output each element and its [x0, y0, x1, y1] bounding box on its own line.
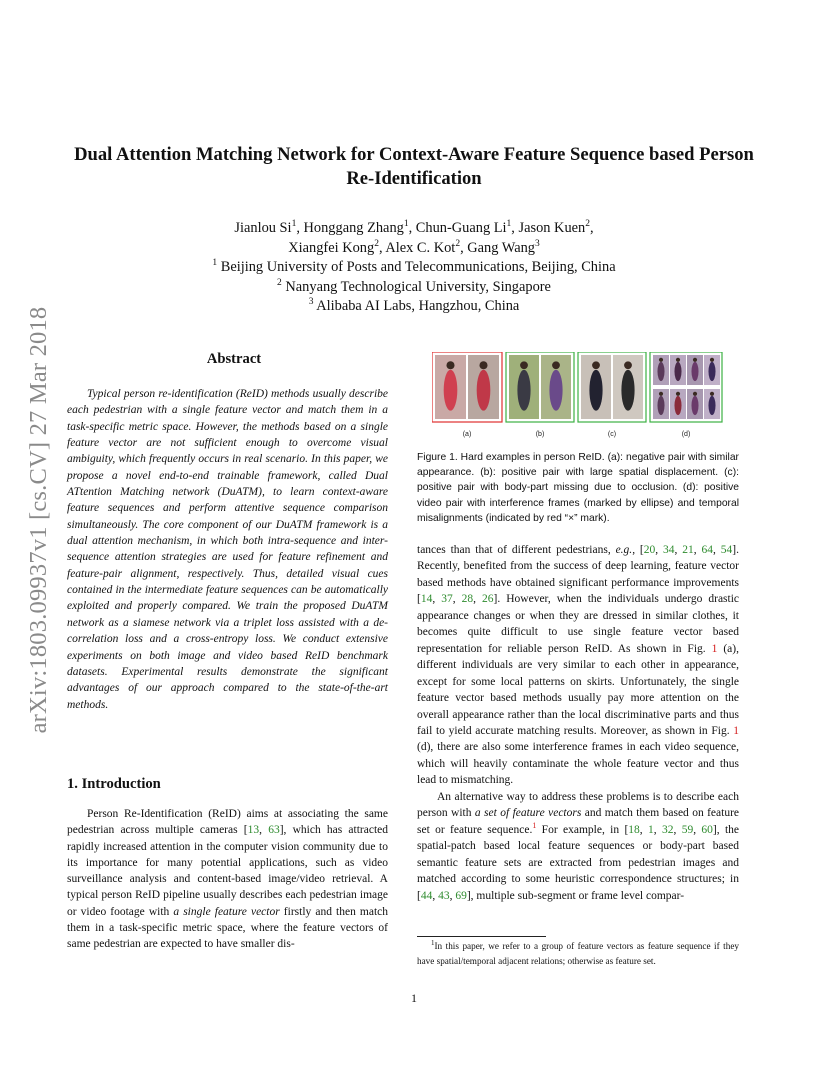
intro-paragraph-2: [417, 789, 739, 904]
affiliation: [60, 297, 768, 317]
pedestrian-figure: [621, 370, 634, 411]
figure-panel-label-b: (b): [535, 431, 545, 438]
pedestrian-head: [624, 361, 632, 369]
text-run: Figure 1. Hard examples in person ReID. (a): negative pair with similar appearance. (b): positive pair with large spatial displacement. (c): positive pair with body-part missing due to occlusion. (d): positive video pair with interference frames (marked by ellipse) and temporal misalignments (indicated by red “×” mark).: [417, 452, 739, 524]
figure-ref-link[interactable]: 1: [711, 642, 718, 655]
affiliation: [60, 278, 768, 298]
text-run: ,: [639, 823, 648, 836]
author-name: Jason Kuen: [518, 220, 586, 236]
author-separator: ,: [511, 220, 519, 236]
author-name: Chun-Guang Li: [415, 220, 507, 236]
author-block: [60, 219, 768, 317]
pedestrian-head: [446, 361, 454, 369]
author-list: [60, 219, 768, 258]
footnote-rule: [417, 936, 546, 937]
figure-ref-link[interactable]: 1: [733, 724, 739, 737]
pedestrian-figure: [517, 370, 530, 411]
text-run: ,: [673, 823, 682, 836]
author-separator: ,: [408, 220, 416, 236]
figure-1-image: [432, 352, 724, 444]
text-run: For example, in [: [536, 823, 629, 836]
footnote-ref[interactable]: 1: [532, 820, 537, 830]
author-separator: ,: [589, 220, 594, 236]
author-affiliation-mark: 1: [403, 219, 409, 230]
text-run: ], the spatial-patch based local feature sequences or body-part based semantic feature sets are extracted from pedestrian images and matched according to some heuristic correspondence structures; in [: [417, 823, 740, 902]
text-run: (d), there are also some interference frames in each video sequence, which will heavily contaminate the whole feature vector and thus lead to mismatching.: [417, 741, 739, 787]
text-run: ,: [473, 593, 483, 606]
pedestrian-figure: [708, 362, 715, 381]
affiliation-text: Nanyang Technological University, Singapore: [281, 278, 551, 295]
text-run: and match them based on feature set or feature sequence.: [417, 807, 740, 836]
text-run: ]. However, when the individuals undergo drastic appearance changes or when they are dressed in similar clothes, it becomes quite difficult to use single feature vector based representation for reliable person ReID. As shown in Fig.: [417, 593, 740, 655]
author-separator: ,: [460, 239, 468, 256]
paper-title: Dual Attention Matching Network for Context-Aware Feature Sequence based Person Re-Identification: [74, 144, 754, 189]
text-run: ,: [655, 544, 664, 556]
author-affiliation-mark: 2: [585, 219, 590, 230]
pedestrian-figure: [708, 396, 715, 415]
citation-link[interactable]: 21: [682, 544, 694, 556]
figure-1-caption: [417, 450, 739, 526]
figure-panel-label-d: (d): [681, 431, 691, 438]
intro-paragraph: [67, 806, 388, 953]
citation-link[interactable]: 37: [441, 593, 453, 606]
citation-link[interactable]: 60: [701, 823, 713, 836]
citation-link[interactable]: 14: [420, 593, 433, 606]
text-run: ,: [674, 544, 683, 556]
pedestrian-head: [693, 392, 697, 396]
citation-link[interactable]: 63: [268, 824, 280, 837]
citation-link[interactable]: 26: [482, 593, 494, 606]
affiliation-mark: 2: [277, 277, 282, 288]
figure-panel-label-c: (c): [607, 431, 617, 438]
text-run: ,: [432, 593, 442, 606]
author-name: Xiangfei Kong: [288, 239, 375, 256]
abstract-text: Typical person re-identification (ReID) methods usually describe each pedestrian with a single feature vector and match them in a task-specific metric space. However, the methods based on a single feature vector are not sufficient enough to overcome visual ambiguity, which frequently occurs in real scenario. In this paper, we propose a novel end-to-end trainable framework, called Dual ATtention Matching network (DuATM), to learn context-aware feature sequences and perform attentive sequence comparison simultaneously. The core component of our DuATM framework is a dual attention mechanism, in which both intra-sequence and inter-sequence attention strategies are used for feature refinement and feature-pair alignment, respectively. Thus, detailed visual cues contained in the intermediate feature sequences can be automatically exploited and properly compared. We train the proposed DuATM network as a siamese network via a triplet loss assisted with a de-correlation loss and a cross-entropy loss. We conduct extensive experiments on both image and video based ReID benchmark datasets. Experimental results demonstrate the significant advantages of our approach compared to the state-of-the-art methods.: [67, 388, 388, 711]
citation-link[interactable]: 13: [247, 824, 260, 837]
citation-link[interactable]: 32: [661, 823, 674, 836]
author-separator: ,: [296, 220, 304, 236]
author-line-1: [234, 220, 593, 236]
text-run: ], multiple sub-segment or frame level compar-: [466, 889, 685, 902]
text-run: ,: [432, 889, 439, 902]
author-separator: ,: [378, 239, 386, 256]
footnote: [417, 939, 739, 968]
pedestrian-figure: [549, 370, 562, 411]
text-run: ]. Recently, benefited from the success of deep learning, feature vector based methods have obtained significant performance improvements [: [417, 544, 739, 606]
pedestrian-figure: [674, 362, 681, 381]
affiliation-mark: 3: [308, 297, 314, 308]
affiliation: [60, 258, 768, 278]
text-run: tances than that of different pedestrians,: [417, 544, 616, 556]
citation-link[interactable]: 59: [681, 823, 694, 836]
author-line-2: [288, 240, 539, 256]
pedestrian-figure: [589, 370, 602, 411]
pedestrian-figure: [657, 396, 664, 415]
emphasis-text: e.g.: [615, 544, 633, 556]
pedestrian-head: [676, 358, 680, 362]
citation-link[interactable]: 28: [461, 593, 474, 606]
citation-link[interactable]: 69: [455, 889, 467, 902]
author-name: Honggang Zhang: [303, 220, 404, 236]
right-column-text: [417, 542, 739, 904]
author-affiliation-mark: 2: [455, 238, 461, 249]
pedestrian-head: [520, 361, 528, 369]
citation-link[interactable]: 34: [663, 544, 675, 556]
emphasis-text: a set of feature vectors: [474, 807, 582, 820]
text-run: ,: [693, 823, 702, 836]
text-run: ,: [653, 823, 662, 836]
pedestrian-head: [710, 358, 714, 362]
citation-link[interactable]: 44: [420, 889, 433, 902]
arxiv-stamp: [21, 280, 57, 760]
text-run: (a), different individuals are very similar to each other in appearance, except for some local patterns on skirts. Unfortunately, the single feature vector based methods usually pay more attention on the overall appearance rather than the local discriminative parts and thus fail to yield accurate matching results. Moreover, as shown in Fig.: [417, 642, 739, 737]
pedestrian-figure: [674, 396, 681, 415]
text-run: ,: [449, 889, 456, 902]
author-name: Jianlou Si: [234, 220, 292, 236]
author-affiliation-mark: 3: [534, 238, 540, 249]
citation-link[interactable]: 54: [720, 544, 733, 556]
abstract-heading: Abstract: [206, 351, 262, 367]
arxiv-id: arXiv:1803.09937v1 [cs.CV] 27 Mar 2018: [25, 306, 52, 734]
pedestrian-figure: [657, 362, 664, 381]
pedestrian-head: [710, 392, 714, 396]
text-run: ,: [452, 593, 462, 606]
pedestrian-head: [676, 392, 680, 396]
text-run: ,: [713, 544, 721, 556]
text-run: ], which has attracted rapidly increased attention in the computer vision community due to its importance for many potential applications, such as video surveillance analysis and content-based image/video retrieval. A typical person ReID pipeline usually describes each pedestrian image or video footage with: [67, 824, 388, 918]
pedestrian-head: [552, 361, 560, 369]
text-run: ,: [693, 544, 702, 556]
pedestrian-figure: [477, 370, 491, 411]
citation-link[interactable]: 43: [438, 889, 450, 902]
footnote-text: In this paper, we refer to a group of feature vectors as feature sequence if they have spatial/temporal adjacent relations; otherwise as feature set.: [417, 941, 739, 966]
pedestrian-head: [479, 361, 487, 369]
pedestrian-head: [659, 358, 663, 362]
author-name: Gang Wang: [467, 239, 535, 256]
citation-link[interactable]: 1: [648, 823, 654, 836]
author-name: Alex C. Kot: [385, 239, 456, 256]
figure-1: [432, 352, 724, 444]
citation-link[interactable]: 18: [628, 823, 640, 836]
intro-paragraph-continued: [417, 542, 739, 789]
author-affiliation-mark: 1: [291, 219, 297, 230]
pedestrian-figure: [444, 370, 458, 411]
author-affiliation-mark: 2: [374, 238, 379, 249]
text-run: An alternative way to address these problems is to describe each person with: [417, 790, 739, 820]
pedestrian-head: [693, 358, 697, 362]
text-run: Person Re-Identification (ReID) aims at associating the same pedestrian across multiple cameras [: [67, 808, 388, 837]
page-number: 1: [411, 991, 417, 1005]
citation-link[interactable]: 20: [643, 544, 656, 556]
text-run: , [: [632, 544, 644, 556]
affiliation-text: Alibaba AI Labs, Hangzhou, China: [313, 298, 520, 315]
emphasis-text: a single feature vector: [173, 905, 280, 918]
pedestrian-head: [592, 361, 600, 369]
pedestrian-figure: [691, 396, 698, 415]
pedestrian-head: [659, 392, 663, 396]
section-heading-introduction: 1. Introduction: [67, 776, 161, 792]
pedestrian-figure: [691, 362, 698, 381]
footnote-mark: 1: [431, 938, 435, 947]
affiliation-list: [60, 258, 768, 317]
figure-panel-label-a: (a): [462, 431, 472, 438]
author-affiliation-mark: 1: [506, 219, 512, 230]
text-run: ,: [259, 824, 269, 837]
affiliation-text: Beijing University of Posts and Telecommunications, Beijing, China: [217, 259, 616, 276]
text-run: firstly and then match them in a task-specific metric space, where the feature vectors of same pedestrian are expected to have smaller dis-: [67, 905, 388, 951]
citation-link[interactable]: 64: [701, 544, 714, 556]
affiliation-mark: 1: [212, 258, 218, 269]
